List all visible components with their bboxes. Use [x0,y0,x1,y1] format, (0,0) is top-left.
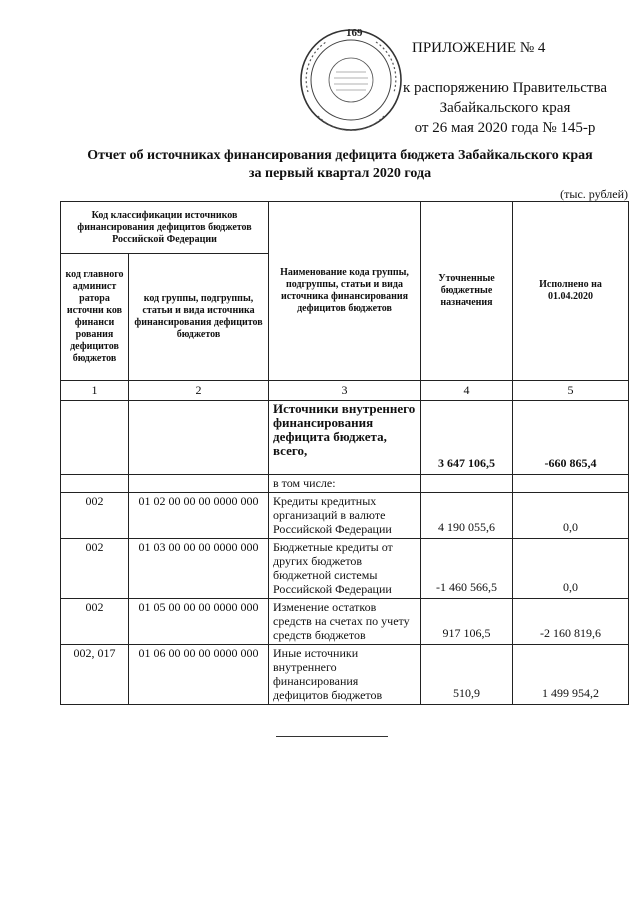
admin-code: 002 [61,493,129,539]
col-number: 4 [421,381,513,401]
admin-code: 002 [61,599,129,645]
title-line-1: Отчет об источниках финансирования дефицита бюджета Забайкальского края [87,148,593,163]
source-code: 01 05 00 00 00 0000 000 [129,599,269,645]
financing-sources-table [60,201,629,705]
total-planned: 3 647 106,5 [421,401,513,475]
title-line-2: за первый квартал 2020 года [248,166,432,181]
planned-value: -1 460 566,5 [421,539,513,599]
source-name: Изменение остатков средств на счетах по учету средств бюджетов [269,599,421,645]
planned-value: 510,9 [421,645,513,705]
total-row [61,401,629,475]
table-row [61,645,629,705]
col-number: 2 [129,381,269,401]
including-label: в том числе: [269,475,421,493]
executed-value: 0,0 [513,539,629,599]
order-line-2: Забайкальского края [439,100,571,116]
source-code: 01 02 00 00 00 0000 000 [129,493,269,539]
stamp-number: 169 [346,27,363,39]
col-number: 1 [61,381,129,401]
col3-header: Наименование кода группы, подгруппы, статьи и вида источника финансирования дефицитов бюджетов [269,202,421,381]
source-code: 01 03 00 00 00 0000 000 [129,539,269,599]
executed-value: -2 160 819,6 [513,599,629,645]
total-name: Источники внутреннего финансирования дефицита бюджета, всего, [269,401,421,475]
table-row [61,493,629,539]
table-header-row-1 [61,202,629,254]
executed-value: 1 499 954,2 [513,645,629,705]
source-name: Кредиты кредитных организаций в валюте Российской Федерации [269,493,421,539]
admin-code: 002 [61,539,129,599]
col5-header: Исполнено на 01.04.2020 [513,202,629,381]
classification-group-header: Код классификации источников финансирования дефицитов бюджетов Российской Федерации [61,202,269,254]
column-number-row [61,381,629,401]
table-row [61,539,629,599]
order-reference [380,78,630,138]
col-number: 3 [269,381,421,401]
planned-value: 917 106,5 [421,599,513,645]
source-name: Бюджетные кредиты от других бюджетов бюджетной системы Российской Федерации [269,539,421,599]
source-code: 01 06 00 00 00 0000 000 [129,645,269,705]
admin-code: 002, 017 [61,645,129,705]
total-executed: -660 865,4 [513,401,629,475]
including-row [61,475,629,493]
col2-header: код группы, подгруппы, статьи и вида источника финансирования дефицитов бюджетов [129,254,269,381]
planned-value: 4 190 055,6 [421,493,513,539]
units-note: (тыс. рублей) [560,187,628,201]
order-line-3: от 26 мая 2020 года № 145-р [414,120,596,136]
report-title [40,147,640,183]
table-row [61,599,629,645]
col4-header: Уточненные бюджетные назначения [421,202,513,381]
annex-label: ПРИЛОЖЕНИЕ № 4 [412,40,546,56]
executed-value: 0,0 [513,493,629,539]
col1-header: код главного админист ратора источни ков финанси рования дефицитов бюджетов [61,254,129,381]
closing-divider [276,736,388,737]
source-name: Иные источники внутреннего финансирования дефицитов бюджетов [269,645,421,705]
order-line-1: к распоряжению Правительства [402,80,607,96]
col-number: 5 [513,381,629,401]
